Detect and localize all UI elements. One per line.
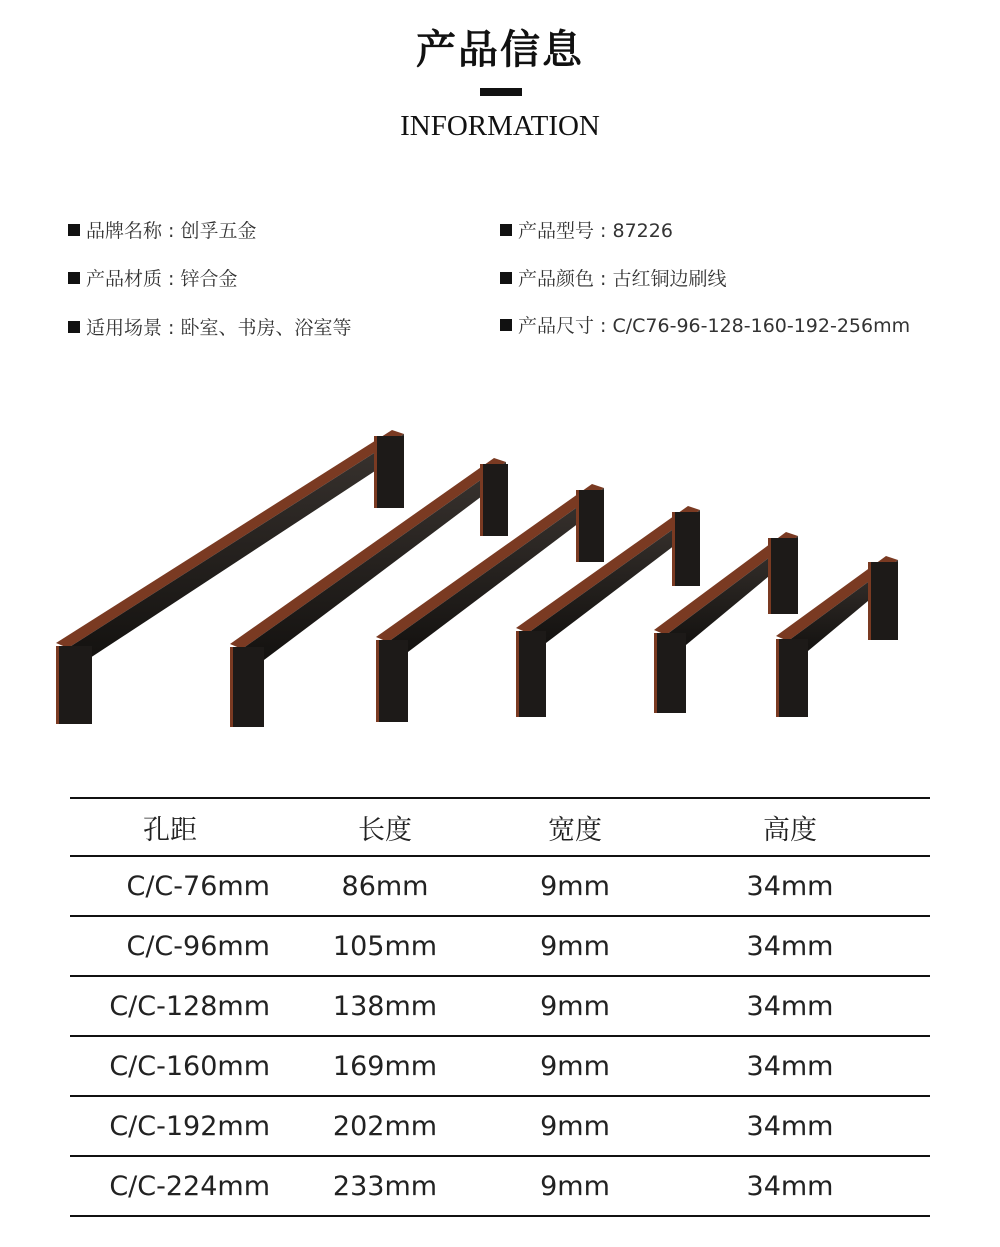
bullet-square-icon <box>500 224 512 236</box>
info-color-text: 产品颜色 : 古红铜边刷线 <box>518 268 727 290</box>
bullet-square-icon <box>500 319 512 331</box>
cell-width: 9mm <box>500 976 650 1036</box>
info-model <box>500 216 673 243</box>
cell-spacing: C/C-160mm <box>70 1036 270 1096</box>
table-row <box>70 916 930 976</box>
cell-spacing: C/C-224mm <box>70 1156 270 1216</box>
cell-width: 9mm <box>500 1156 650 1216</box>
table-row <box>70 1156 930 1216</box>
cell-length: 86mm <box>270 856 500 916</box>
header-spacing: 孔距 <box>70 798 270 856</box>
cell-width: 9mm <box>500 916 650 976</box>
info-brand-text: 品牌名称 : 创孚五金 <box>86 220 257 242</box>
bullet-square-icon <box>68 224 80 236</box>
page-subtitle: INFORMATION <box>400 110 600 142</box>
header-width: 宽度 <box>500 798 650 856</box>
info-brand <box>68 216 256 243</box>
cell-length: 202mm <box>270 1096 500 1156</box>
header-height: 高度 <box>650 798 930 856</box>
table-row <box>70 976 930 1036</box>
cell-length: 169mm <box>270 1036 500 1096</box>
cell-height: 34mm <box>650 1096 930 1156</box>
info-usage-text: 适用场景 : 卧室、书房、浴室等 <box>86 317 352 339</box>
cell-height: 34mm <box>650 916 930 976</box>
info-usage <box>68 313 351 340</box>
cell-height: 34mm <box>650 976 930 1036</box>
table-header-row <box>70 798 930 856</box>
cell-spacing: C/C-96mm <box>70 916 270 976</box>
cell-width: 9mm <box>500 1036 650 1096</box>
info-material-text: 产品材质 : 锌合金 <box>86 268 238 290</box>
cell-length: 138mm <box>270 976 500 1036</box>
spec-table <box>70 797 930 1217</box>
info-size-text: 产品尺寸 : C/C76-96-128-160-192-256mm <box>518 315 911 337</box>
header-length: 长度 <box>270 798 500 856</box>
table-row <box>70 1096 930 1156</box>
bullet-square-icon <box>68 321 80 333</box>
table-row <box>70 1036 930 1096</box>
cell-spacing: C/C-76mm <box>70 856 270 916</box>
cell-width: 9mm <box>500 1096 650 1156</box>
info-material <box>68 264 237 291</box>
cell-height: 34mm <box>650 1156 930 1216</box>
cell-height: 34mm <box>650 1036 930 1096</box>
page-title: 产品信息 <box>416 27 584 73</box>
table-row <box>70 856 930 916</box>
cell-spacing: C/C-128mm <box>70 976 270 1036</box>
info-color <box>500 264 726 291</box>
info-model-text: 产品型号 : 87226 <box>518 220 673 242</box>
bullet-square-icon <box>500 272 512 284</box>
cell-spacing: C/C-192mm <box>70 1096 270 1156</box>
cell-width: 9mm <box>500 856 650 916</box>
cell-length: 233mm <box>270 1156 500 1216</box>
cell-height: 34mm <box>650 856 930 916</box>
title-divider <box>480 88 522 96</box>
product-photo <box>40 410 960 755</box>
cell-length: 105mm <box>270 916 500 976</box>
bullet-square-icon <box>68 272 80 284</box>
info-size <box>500 311 910 338</box>
